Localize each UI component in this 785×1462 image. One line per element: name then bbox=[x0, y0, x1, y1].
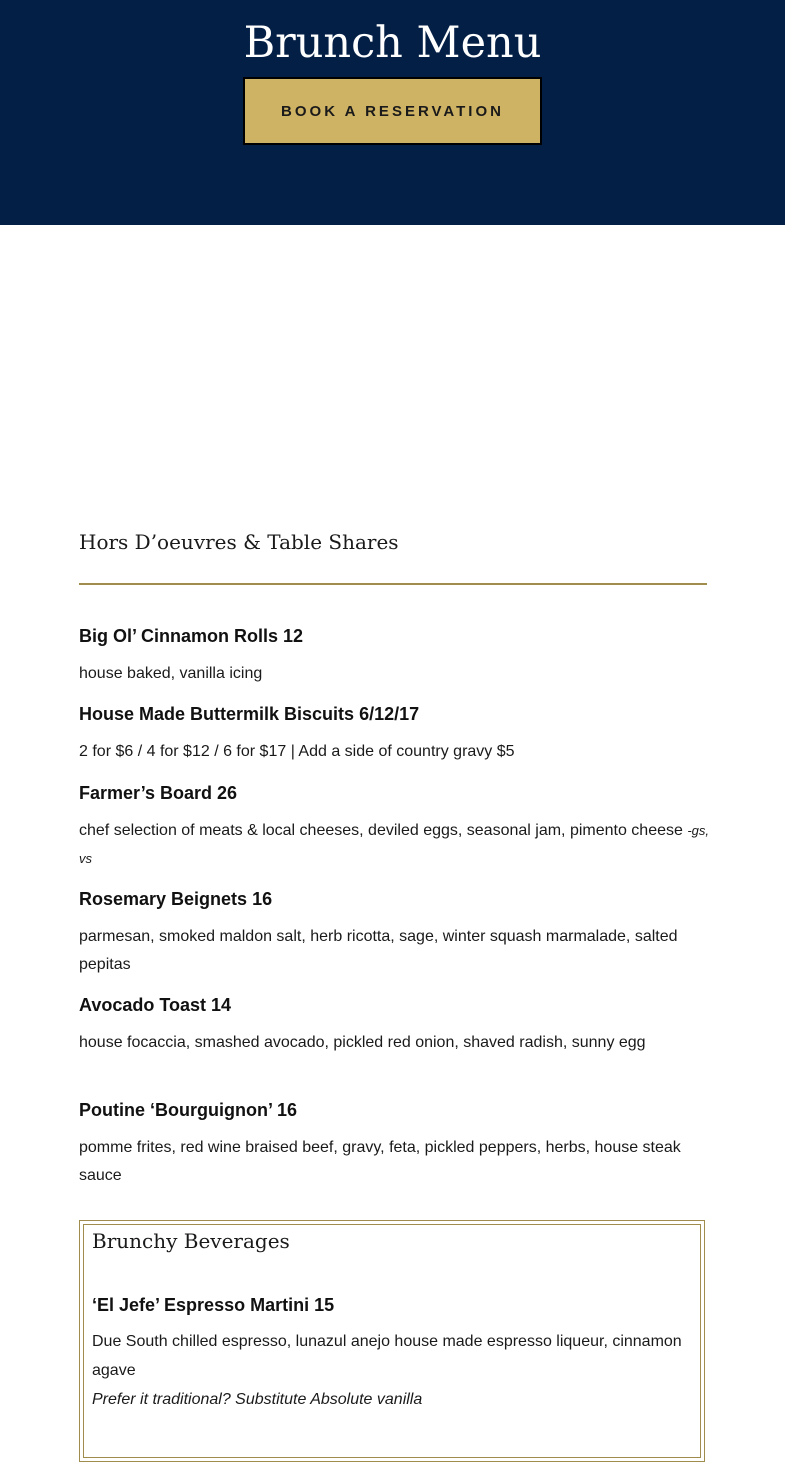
menu-item-desc bbox=[79, 817, 709, 873]
menu-item-name: House Made Buttermilk Biscuits 6/12/17 bbox=[79, 704, 420, 724]
menu-item-name: Farmer’s Board 26 bbox=[79, 783, 238, 803]
menu-item-desc: 2 for $6 / 4 for $12 / 6 for $17 | Add a side of country gravy $5 bbox=[79, 743, 515, 760]
menu-item-desc: house baked, vanilla icing bbox=[79, 665, 263, 682]
menu-item-desc: house focaccia, smashed avocado, pickled red onion, shaved radish, sunny egg bbox=[79, 1034, 646, 1051]
beverages-inner-border bbox=[83, 1224, 701, 1458]
menu-item-desc: parmesan, smoked maldon salt, herb ricotta, sage, winter squash marmalade, salted pepitas bbox=[79, 928, 678, 973]
dietary-tag: -gs, vs bbox=[79, 823, 710, 866]
beverages-title: Brunchy Beverages bbox=[92, 1229, 290, 1253]
menu-item-desc-text: chef selection of meats & local cheeses, deviled eggs, seasonal jam, pimento cheese bbox=[79, 822, 688, 839]
hero-banner bbox=[0, 0, 785, 225]
menu-item-name: Rosemary Beignets 16 bbox=[79, 889, 273, 909]
book-reservation-button[interactable]: BOOK A RESERVATION bbox=[243, 77, 542, 145]
section-divider bbox=[79, 583, 707, 585]
menu-item-name: Big Ol’ Cinnamon Rolls 12 bbox=[79, 626, 304, 646]
page-title: Brunch Menu bbox=[243, 18, 542, 68]
menu-item-name: Avocado Toast 14 bbox=[79, 995, 232, 1015]
beverages-box bbox=[79, 1220, 705, 1462]
beverage-note: Prefer it traditional? Substitute Absolute vanilla bbox=[92, 1391, 423, 1408]
beverage-name: ‘El Jefe’ Espresso Martini 15 bbox=[92, 1295, 335, 1315]
menu-item-name: Poutine ‘Bourguignon’ 16 bbox=[79, 1100, 297, 1120]
menu-item-desc: pomme frites, red wine braised beef, gravy, feta, pickled peppers, herbs, house steak sauce bbox=[79, 1139, 681, 1184]
beverage-desc: Due South chilled espresso, lunazul anejo house made espresso liqueur, cinnamon agave bbox=[92, 1333, 682, 1379]
section-title: Hors D’oeuvres & Table Shares bbox=[79, 530, 399, 554]
